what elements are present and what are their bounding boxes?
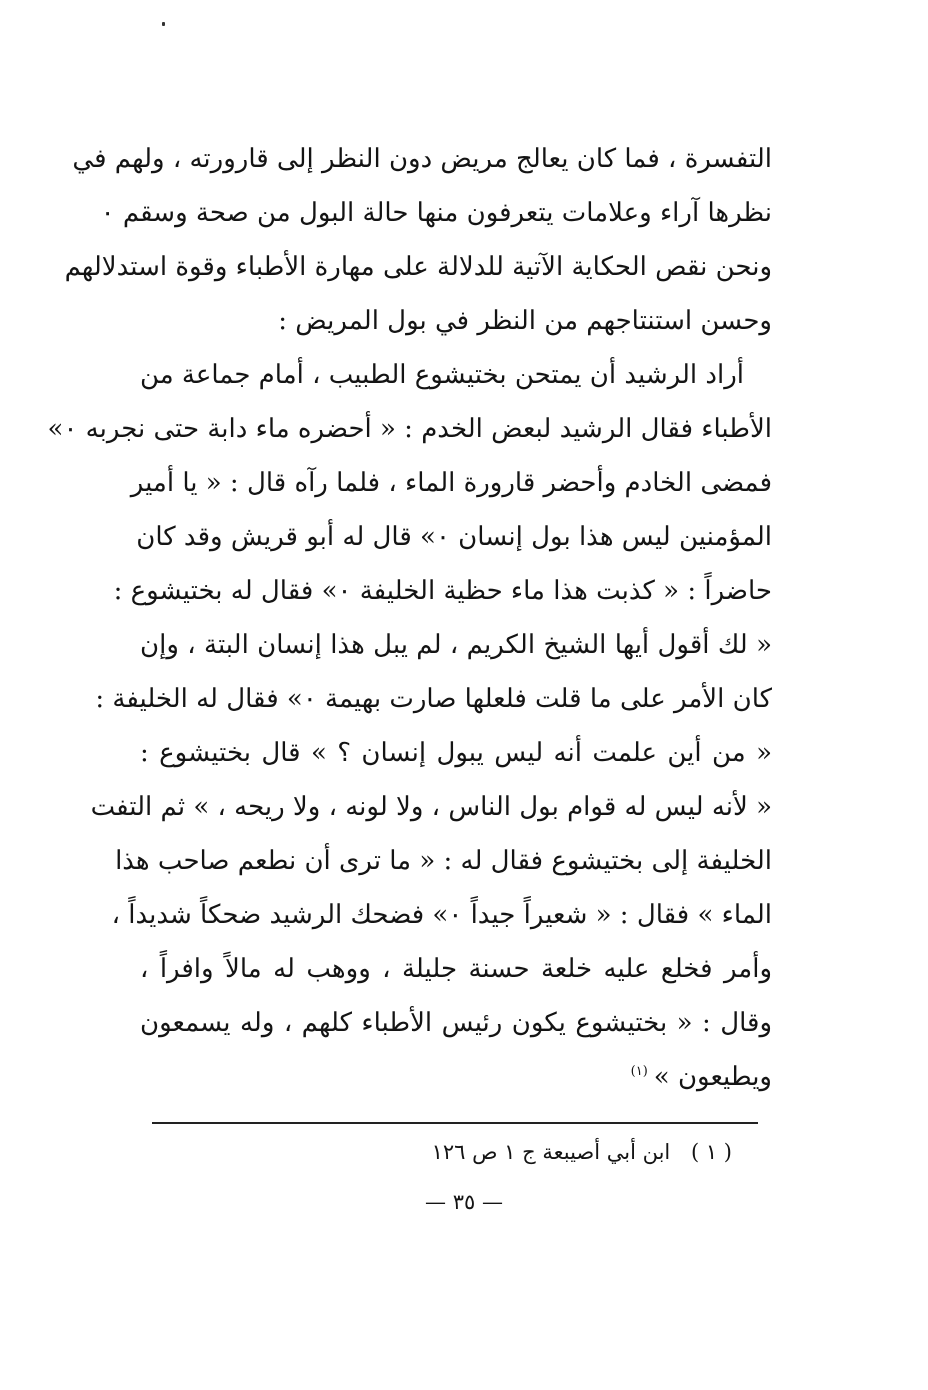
line-text: الخليفة إلى بختيشوع فقال له : « ما ترى أن نطعم صاحب هذا [115, 846, 772, 876]
paragraph [64, 132, 772, 348]
line-text: ويطيعون » [653, 1062, 772, 1092]
text-line [130, 456, 772, 510]
text-line [140, 618, 772, 672]
text-line [111, 888, 772, 942]
text-line [47, 402, 772, 456]
text-line [64, 240, 772, 294]
line-text: الأطباء فقال الرشيد لبعض الخدم : « أحضره ماء دابة حتى نجربه ٠» [47, 414, 772, 444]
line-text: نظرها آراء وعلامات يتعرفون منها حالة البول من صحة وسقم ٠ [100, 198, 772, 228]
line-text: كان الأمر على ما قلت فلعلها صارت بهيمة ٠» فقال له الخليفة : [95, 684, 772, 714]
line-text: « لأنه ليس له قوام بول الناس ، ولا لونه ، ولا ريحه ، » ثم التفت [90, 792, 772, 822]
text-line [140, 294, 772, 348]
line-text: « من أين علمت أنه ليس يبول إنسان ؟ » قال بختيشوع : [140, 738, 772, 768]
line-text: ونحن نقص الحكاية الآتية للدلالة على مهارة الأطباء وقوة استدلالهم [64, 252, 772, 282]
text-line [90, 780, 772, 834]
line-text: وأمر فخلع عليه خلعة حسنة جليلة ، ووهب له مالاً وافراً ، [140, 954, 772, 984]
text-line [115, 834, 772, 888]
line-text: التفسرة ، فما كان يعالج مريض دون النظر إلى قارورته ، ولهم في [72, 144, 772, 174]
page-body [47, 132, 772, 1104]
text-line [95, 672, 772, 726]
text-line [140, 942, 772, 996]
text-line [140, 996, 772, 1050]
line-text: الماء » فقال : « شعيراً جيداً ٠» فضحك الرشيد ضحكاً شديداً ، [111, 900, 772, 930]
text-line [72, 132, 772, 186]
footnote-marker: ( ١ ) [690, 1140, 732, 1164]
text-line [113, 564, 772, 618]
line-text: وقال : « بختيشوع يكون رئيس الأطباء كلهم ، وله يسمعون [140, 1008, 772, 1038]
footnote [140, 1132, 732, 1172]
text-line [136, 510, 772, 564]
ink-speck [162, 22, 165, 26]
text-line [100, 186, 772, 240]
line-text: « لك أقول أيها الشيخ الكريم ، لم يبل هذا إنسان البتة ، وإن [140, 630, 772, 660]
text-line [140, 726, 772, 780]
line-text: وحسن استنتاجهم من النظر في بول المريض : [278, 306, 772, 336]
footnote-text: ابن أبي أصيبعة ج ١ ص ١٢٦ [431, 1140, 671, 1164]
paragraph [47, 348, 772, 1104]
footnote-rule [152, 1122, 758, 1124]
line-text: أراد الرشيد أن يمتحن بختيشوع الطبيب ، أمام جماعة من [139, 360, 744, 390]
text-line [140, 1050, 772, 1104]
line-text: فمضى الخادم وأحضر قارورة الماء ، فلما رآه قال : « يا أمير [130, 468, 772, 498]
page-number: — ٣٥ — [425, 1190, 503, 1214]
footnote-reference: (١) [630, 1064, 648, 1080]
line-text: حاضراً : « كذبت هذا ماء حظية الخليفة ٠» فقال له بختيشوع : [113, 576, 772, 606]
text-line [140, 348, 772, 402]
line-text: المؤمنين ليس هذا بول إنسان ٠» قال له أبو قريش وقد كان [136, 522, 772, 552]
